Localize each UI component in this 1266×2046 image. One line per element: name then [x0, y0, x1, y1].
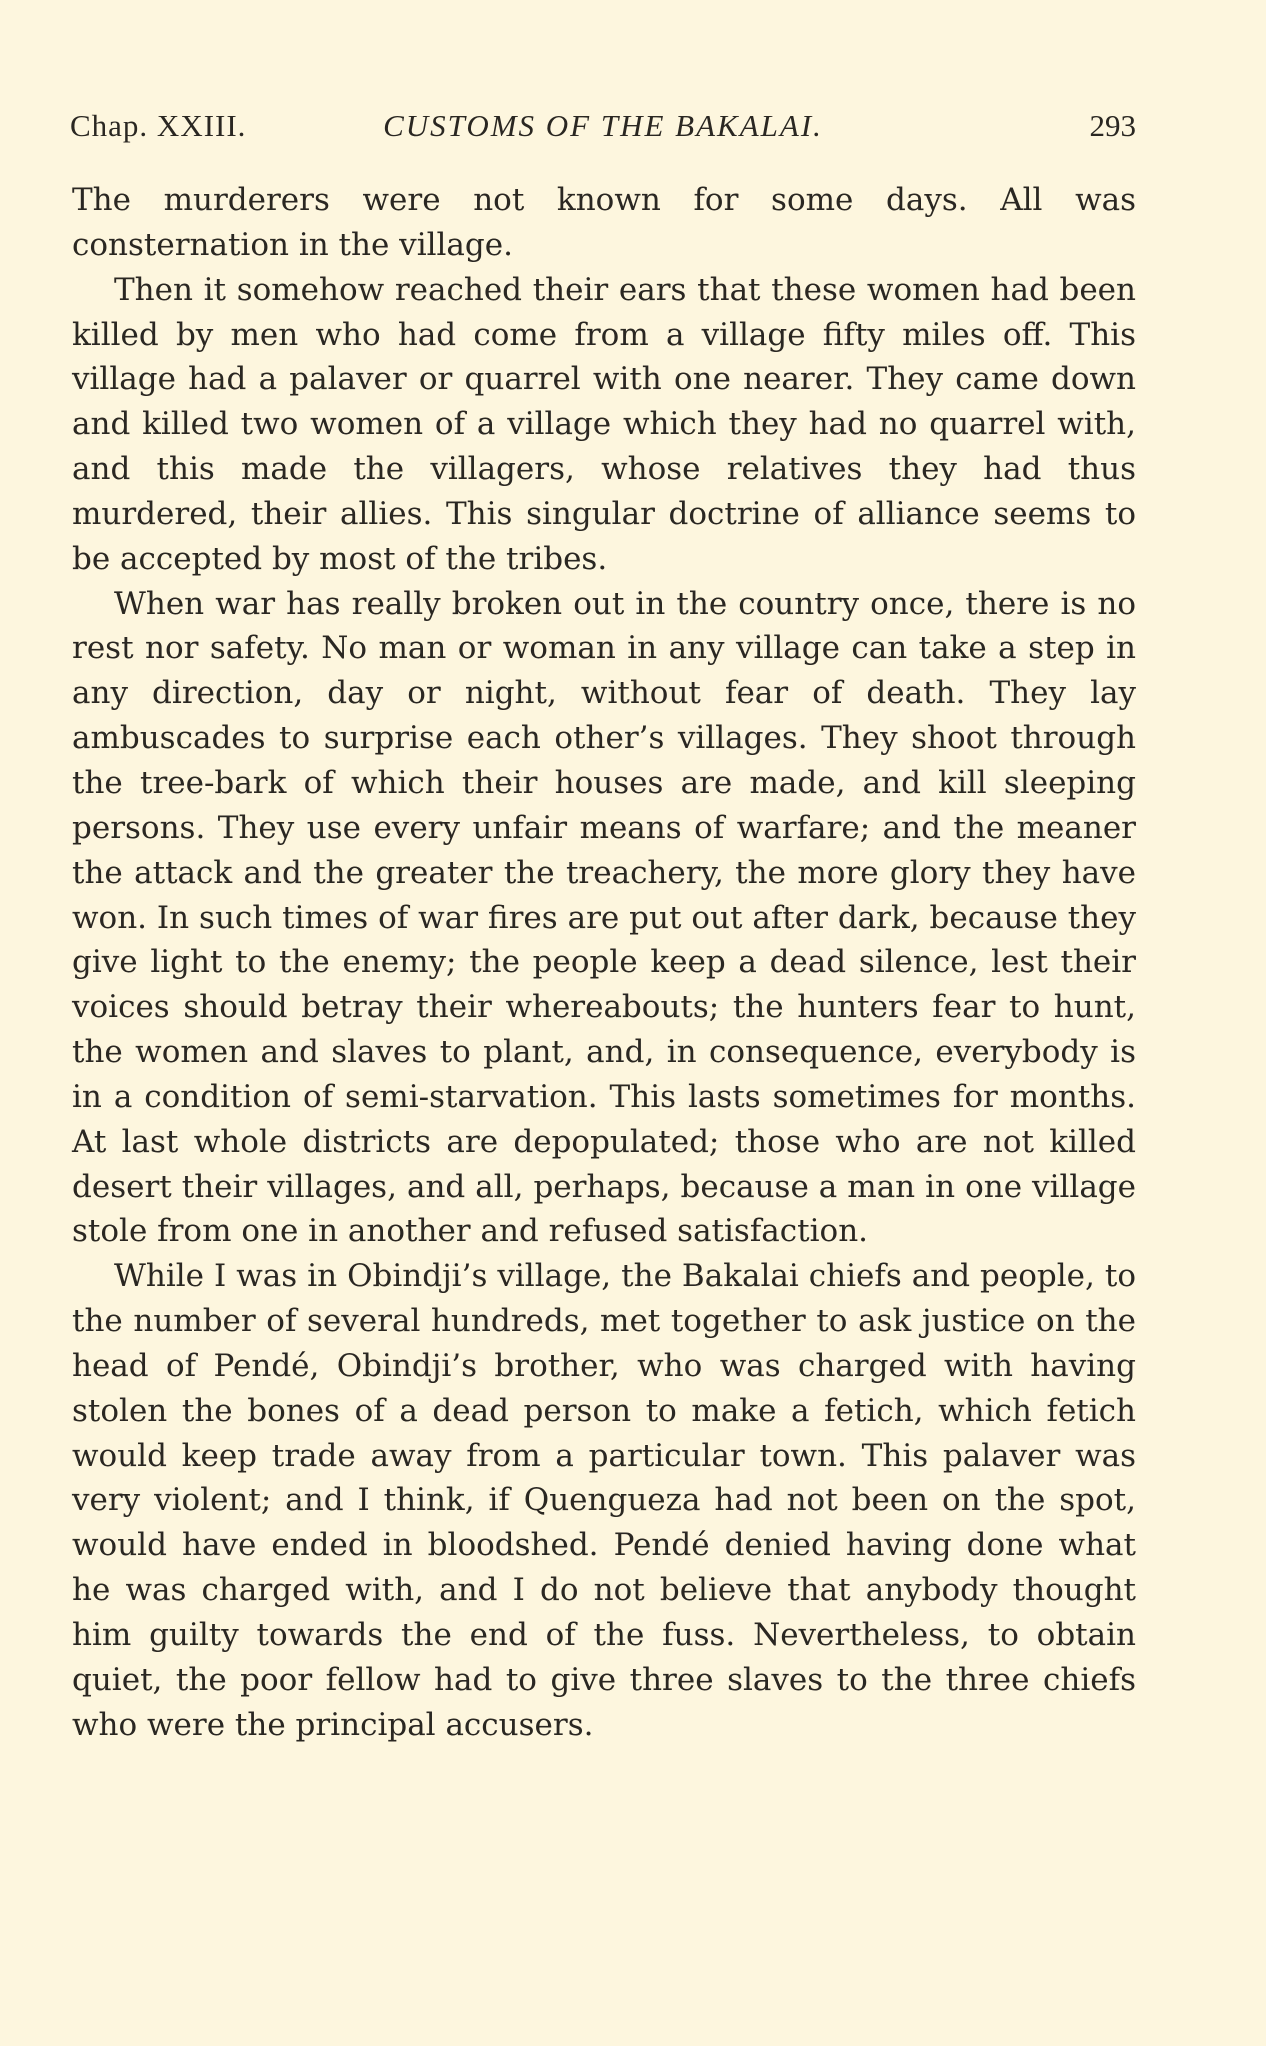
body-text	[72, 178, 1136, 1748]
paragraph: The murderers were not known for some days. All was consternation in the village.	[72, 182, 1136, 263]
paragraph: While I was in Obindji’s village, the Bakalai chiefs and people, to the number of several hundreds, met together to ask justice on the head of Pendé, Obindji’s brother, who was charged with having stolen the bones of a dead person to make a fetich, which fetich would keep trade away from a particular town. This palaver was very violent; and I think, if Quengueza had not been on the spot, would have ended in bloodshed. Pendé denied having done what he was charged with, and I do not believe that anybody thought him guilty towards the end of the fuss. Nevertheless, to obtain quiet, the poor fellow had to give three slaves to the three chiefs who were the principal accusers.	[72, 1258, 1136, 1743]
paragraph: Then it somehow reached their ears that these women had been killed by men who had come from a village fifty miles off. This village had a palaver or quarrel with one nearer. They came down and killed two women of a village which they had no quarrel with, and this made the villagers, whose relatives they had thus murdered, their allies. This singular doctrine of alliance seems to be accepted by most of the tribes.	[72, 271, 1136, 577]
running-head	[70, 106, 1136, 146]
chapter-title: CUSTOMS OF THE BAKALAI.	[383, 108, 823, 143]
page-number: 293	[1089, 108, 1136, 143]
chapter-label: Chap. XXIII.	[70, 108, 247, 143]
paragraph: When war has really broken out in the country once, there is no rest nor safety. No man or woman in any village can take a step in any direction, day or night, without fear of death. They lay ambuscades to surprise each other’s villages. They shoot through the tree-bark of which their houses are made, and kill sleeping persons. They use every unfair means of warfare; and the meaner the attack and the greater the treachery, the more glory they have won. In such times of war fires are put out after dark, because they give light to the enemy; the people keep a dead silence, lest their voices should betray their whereabouts; the hunters fear to hunt, the women and slaves to plant, and, in consequence, everybody is in a condition of semi-starvation. This lasts sometimes for months. At last whole districts are depopulated; those who are not killed desert their villages, and all, perhaps, because a man in one village stole from one in another and refused satisfaction.	[72, 585, 1136, 1250]
